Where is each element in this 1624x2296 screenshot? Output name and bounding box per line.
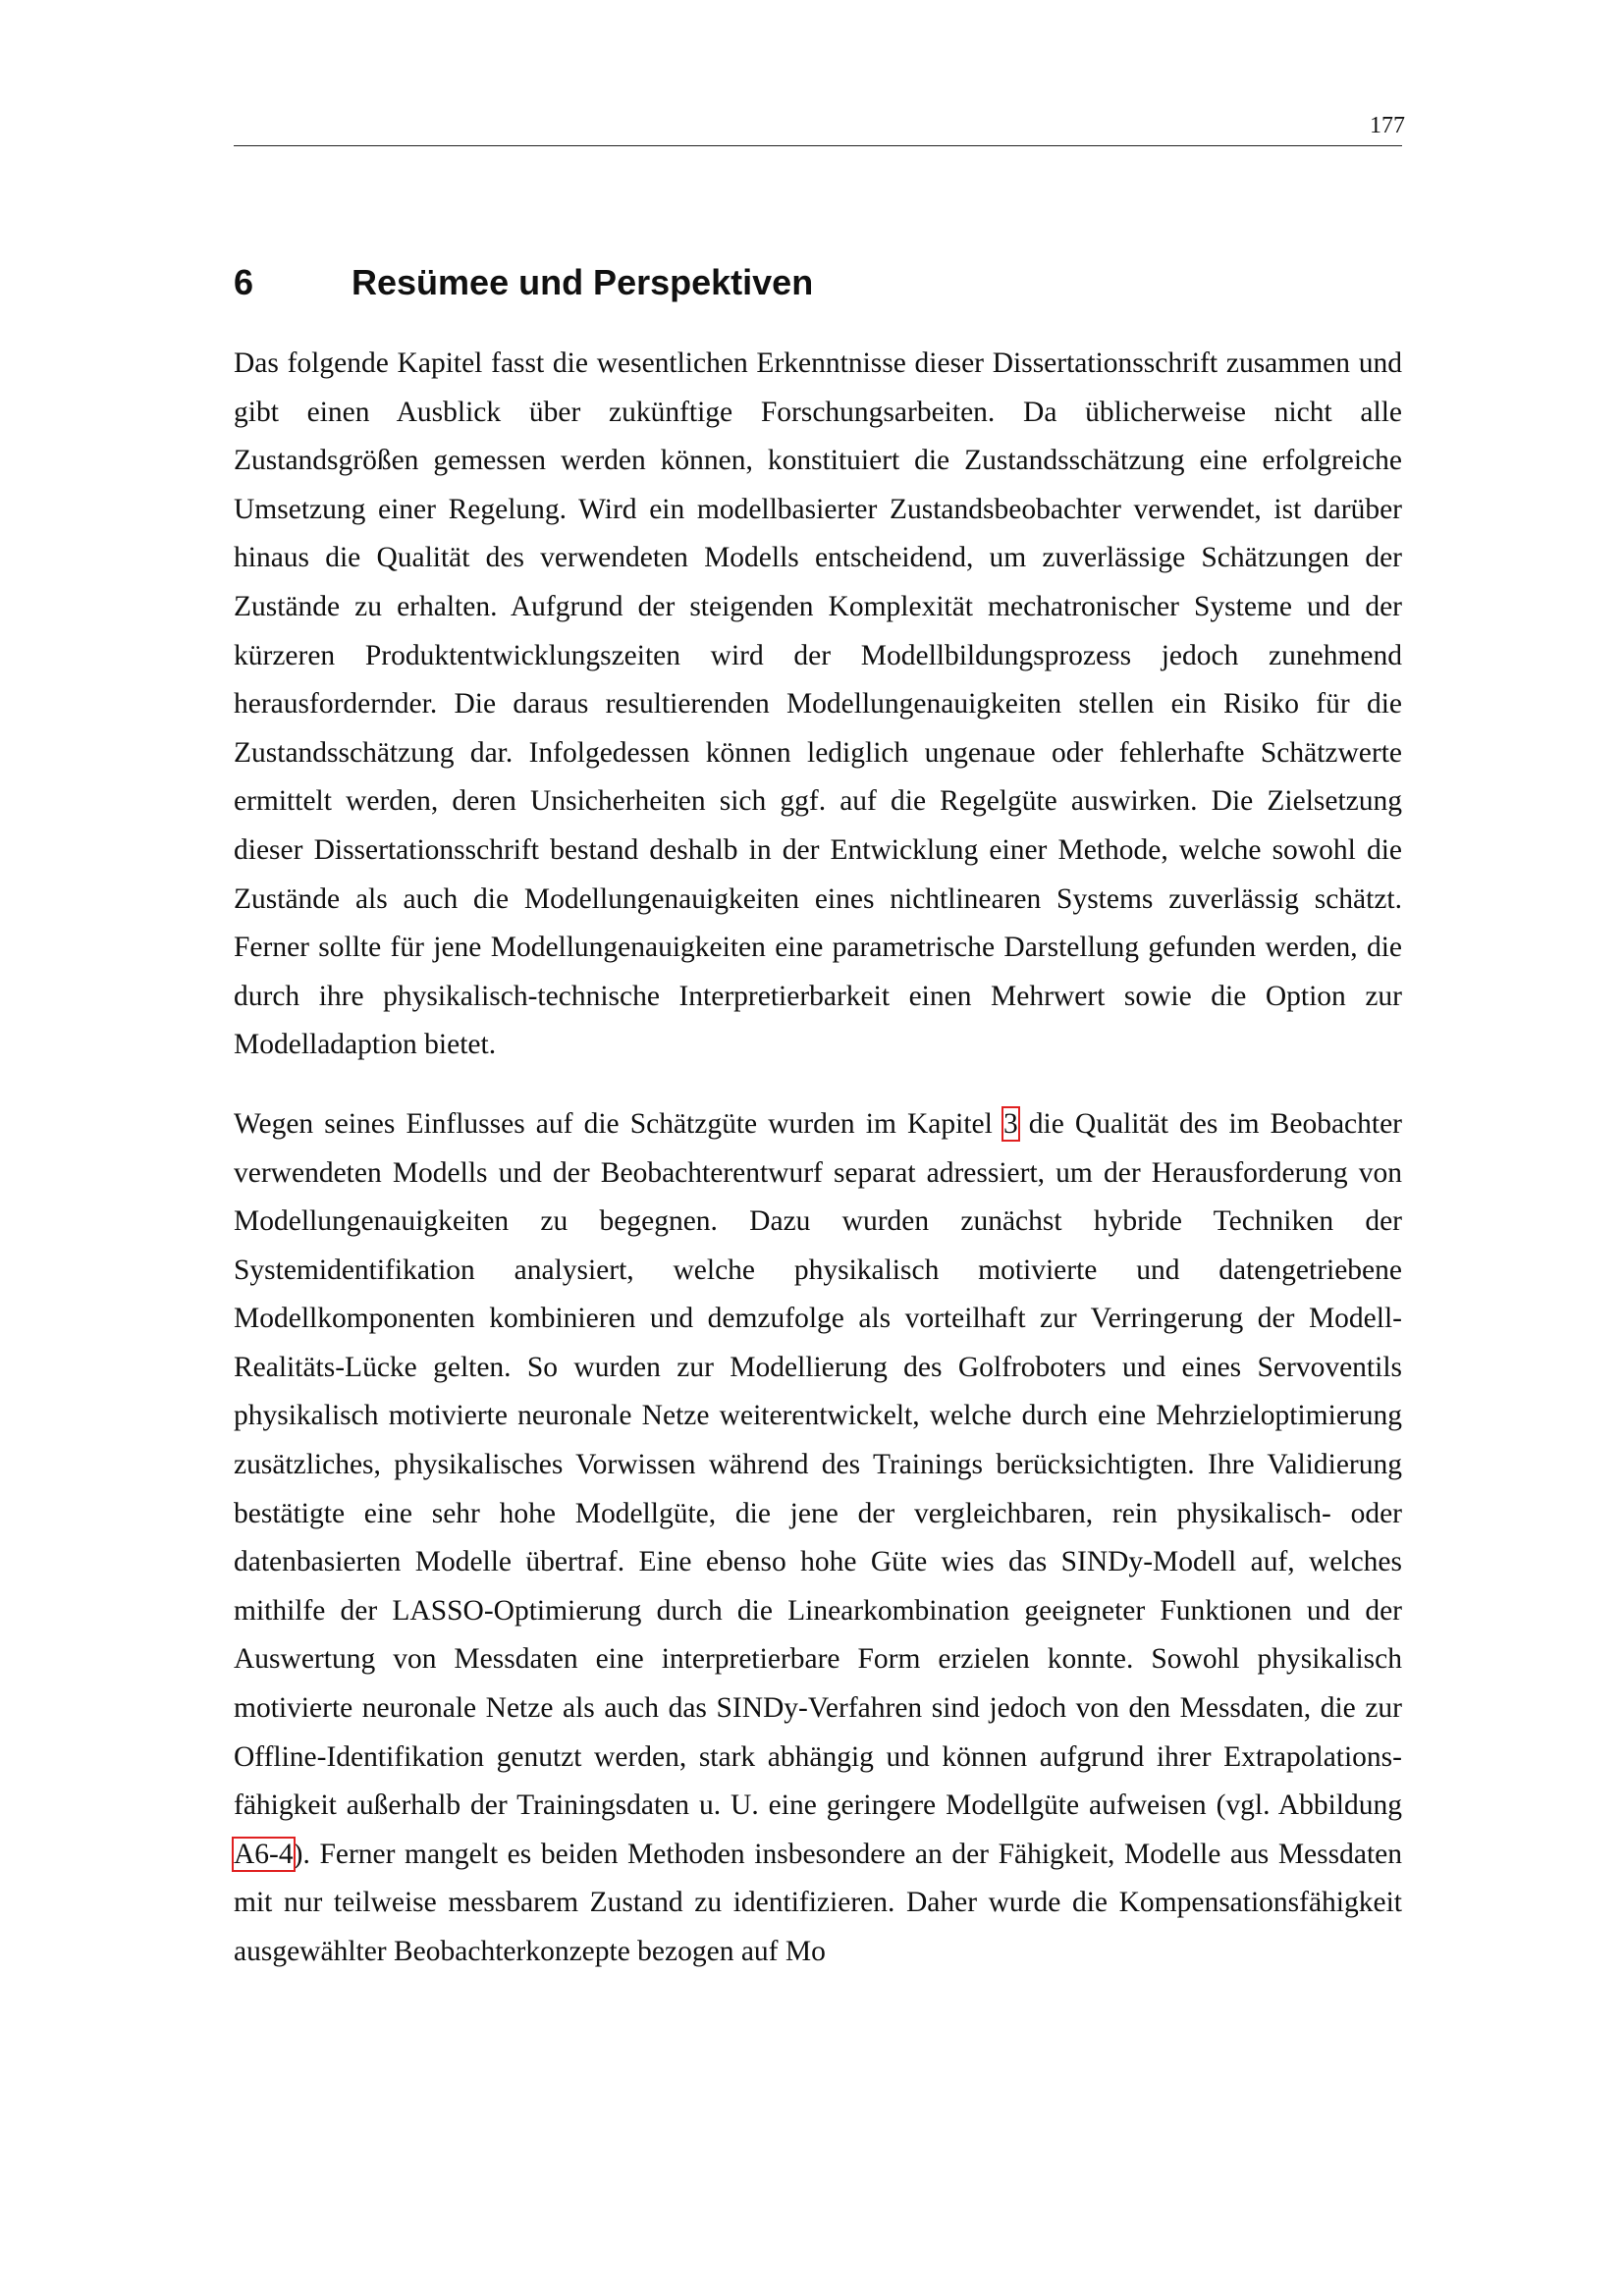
chapter-reference-link[interactable]: 3 bbox=[1002, 1107, 1018, 1140]
paragraph-text: Wegen seines Einflusses auf die Schätzgüte wurden im Kapitel bbox=[234, 1107, 1003, 1140]
page-number: 177 bbox=[1370, 113, 1405, 138]
paragraph-intro: Das folgende Kapitel fasst die wesentlichen Erkenntnisse dieser Dissertationsschrift zusammen und gibt einen Ausblick über zukünftige Forschungsarbeiten. Da üblicherweise nicht alle Zustandsgrößen gemessen werden können, konstituiert die Zustandsschätzung eine erfolgreiche Umsetzung einer Regelung. Wird ein modellbasierter Zustandsbeobachter verwendet, ist darüber hinaus die Qualität des verwendeten Modells entscheidend, um zuverlässige Schätzungen der Zustände zu erhalten. Aufgrund der steigenden Komplexität mechatronischer Systeme und der kürzeren Produktentwicklungszeiten wird der Modellbildungsprozess jedoch zunehmend herausfordernder. Die daraus resultierenden Modellungenauigkeiten stellen ein Risiko für die Zustandsschätzung dar. Infolgedessen können lediglich ungenaue oder fehlerhafte Schätzwerte ermittelt werden, deren Unsicherheiten sich ggf. auf die Regelgüte auswirken. Die Zielsetzung dieser Dissertationsschrift bestand deshalb in der Entwicklung einer Methode, welche sowohl die Zustände als auch die Modellungenauigkeiten eines nichtlinearen Systems zuverlässig schätzt. Ferner sollte für jene Modellungenauigkeiten eine parametrische Darstellung gefunden werden, die durch ihre physikalisch-technische Interpretierbarkeit einen Mehrwert sowie die Option zur Modelladaption bietet. bbox=[234, 347, 1402, 1061]
chapter-number: 6 bbox=[234, 262, 254, 302]
paragraph-text: die Qualität des im Beobachter verwendeten Modells und der Beobachterentwurf separat adressiert, um der Herausforderung von Modellungenauigkeiten zu begegnen. Dazu wurden zunächst hybride Techniken der Systemidentifikation analysiert, welche physikalisch motivierte und datengetriebene Modellkomponenten kombinieren und demzufolge als vorteilhaft zur Verringerung der Modell-Realitäts-Lücke gelten. So wurden zur Modellierung des Golfroboters und eines Servoventils physikalisch motivierte neuronale Netze weiterentwickelt, welche durch eine Mehrzieloptimierung zusätzliches, physikalisches Vorwissen während des Trainings berücksichtigten. Ihre Validierung bestätigte eine sehr hohe Modellgüte, die jene der vergleichbaren, rein physikalisch- oder datenbasierten Modelle übertraf. Eine ebenso hohe Güte wies das SINDy-Modell auf, welches mithilfe der LASSO-Optimierung durch die Linearkombination geeigneter Funktionen und der Auswertung von Messdaten eine interpretierbare Form erzielen konnte. Sowohl physikalisch motivierte neuronale Netze als auch das SINDy-Verfahren sind jedoch von den Messdaten, die zur Offline-Identifikation genutzt werden, stark abhängig und können aufgrund ihrer Extrapolationsfähigkeit außerhalb der Trainingsdaten u. U. eine geringere Modellgüte aufweisen (vgl. Abbildung bbox=[234, 1107, 1402, 1822]
chapter-heading bbox=[234, 261, 1402, 304]
paragraph-chapter-summary bbox=[234, 1100, 1402, 1977]
header-rule bbox=[234, 145, 1402, 146]
body-text bbox=[234, 340, 1402, 2007]
chapter-title: Resümee und Perspektiven bbox=[352, 262, 814, 302]
paragraph-text: ). Ferner mangelt es beiden Methoden insbesondere an der Fähigkeit, Modelle aus Messdaten mit nur teilweise messbarem Zustand zu identifizieren. Daher wurde die Kompensationsfähigkeit ausgewählter Beobachterkonzepte bezogen auf Mo bbox=[234, 1838, 1402, 1967]
figure-reference-link[interactable]: A6-4 bbox=[234, 1838, 294, 1870]
